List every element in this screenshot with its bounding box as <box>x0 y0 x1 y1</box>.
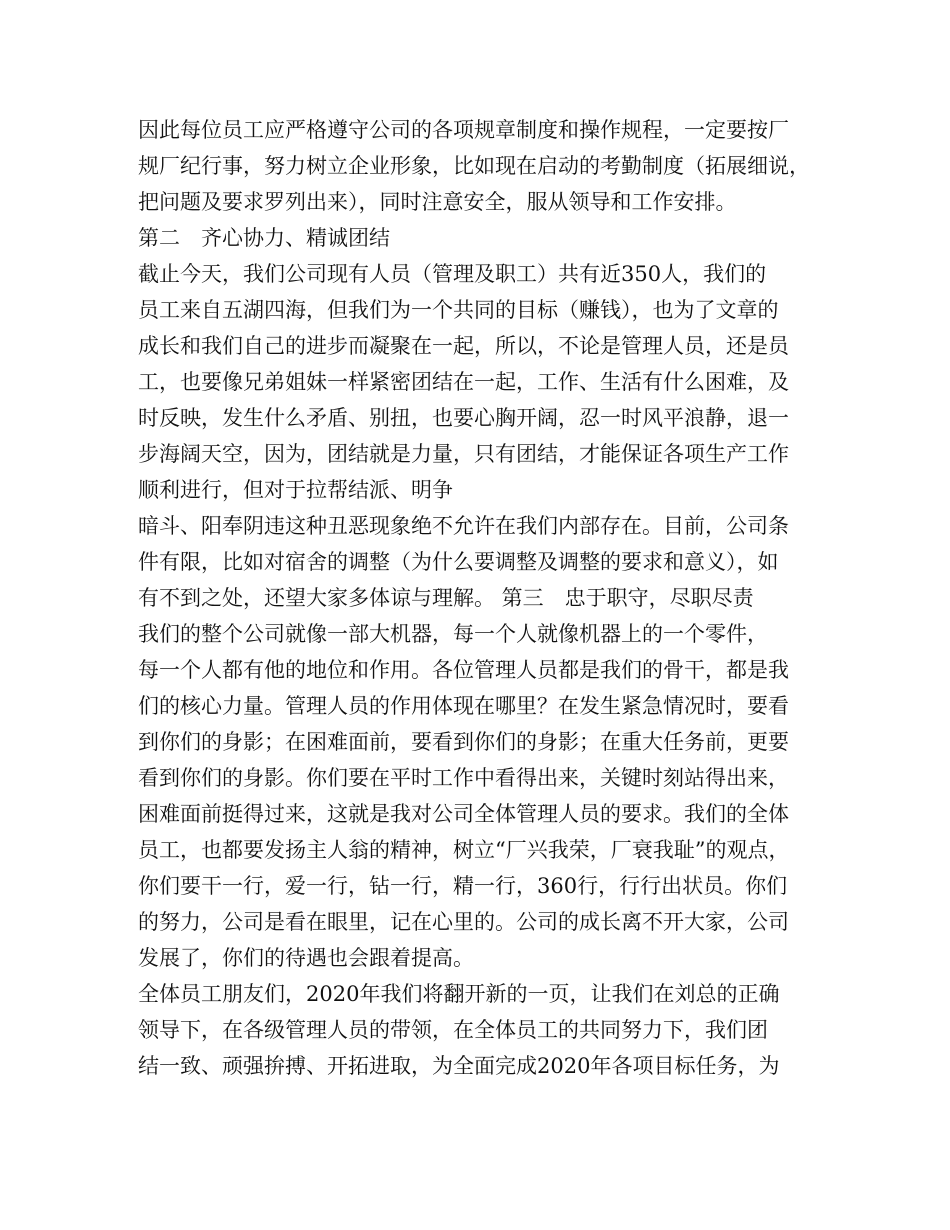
text-line: 每一个人都有他的地位和作用。各位管理人员都是我们的骨干，都是我 <box>138 658 789 682</box>
text-line: 看到你们的身影。你们要在平时工作中看得出来，关键时刻站得出来， <box>138 766 789 790</box>
text-line: 你们要干一行，爱一行，钻一行，精一行，360行，行行出状员。你们 <box>138 874 788 898</box>
text-line: 规厂纪行事，努力树立企业形象，比如现在启动的考勤制度（拓展细说， <box>138 154 810 178</box>
text-line: 困难面前挺得过来，这就是我对公司全体管理人员的要求。我们的全体 <box>138 802 789 826</box>
text-line: 顺利进行，但对于拉帮结派、明争 <box>138 478 453 502</box>
section-heading-3: 有不到之处，还望大家多体谅与理解。 第三 忠于职守，尽职尽责 <box>138 586 754 610</box>
text-line: 发展了，你们的待遇也会跟着提高。 <box>138 946 474 970</box>
text-line: 截止今天，我们公司现有人员（管理及职工）共有近350人，我们的 <box>138 262 767 286</box>
text-line: 结一致、顽强拚搏、开拓进取，为全面完成2020年各项目标任务，为 <box>138 1054 780 1078</box>
text-line: 步海阔天空，因为，团结就是力量，只有团结，才能保证各项生产工作 <box>138 442 789 466</box>
text-line: 们的核心力量。管理人员的作用体现在哪里？在发生紧急情况时，要看 <box>138 694 789 718</box>
text-line: 成长和我们自己的进步而凝聚在一起，所以，不论是管理人员，还是员 <box>138 334 789 358</box>
text-line: 件有限，比如对宿舍的调整（为什么要调整及调整的要求和意义），如 <box>138 550 779 574</box>
text-line: 到你们的身影；在困难面前，要看到你们的身影；在重大任务前，更要 <box>138 730 789 754</box>
text-line: 员工来自五湖四海，但我们为一个共同的目标（赚钱），也为了文章的 <box>138 298 779 322</box>
text-line: 我们的整个公司就像一部大机器，每一个人就像机器上的一个零件， <box>138 622 768 646</box>
text-line: 领导下，在各级管理人员的带领，在全体员工的共同努力下，我们团 <box>138 1018 768 1042</box>
text-line: 把问题及要求罗列出来），同时注意安全，服从领导和工作安排。 <box>138 190 737 214</box>
text-line: 的努力，公司是看在眼里，记在心里的。公司的成长离不开大家，公司 <box>138 910 789 934</box>
text-line: 时反映，发生什么矛盾、别扭，也要心胸开阔，忍一时风平浪静，退一 <box>138 406 789 430</box>
text-line: 员工，也都要发扬主人翁的精神，树立“厂兴我荣，厂衰我耻”的观点， <box>138 838 790 862</box>
section-heading-2: 第二 齐心协力、精诚团结 <box>138 226 390 250</box>
body-text <box>138 112 828 1084</box>
text-line: 工，也要像兄弟姐妹一样紧密团结在一起，工作、生活有什么困难，及 <box>138 370 789 394</box>
text-line: 因此每位员工应严格遵守公司的各项规章制度和操作规程，一定要按厂 <box>138 118 789 142</box>
text-line: 暗斗、阳奉阴违这种丑恶现象绝不允许在我们内部存在。目前，公司条 <box>138 514 789 538</box>
text-line: 全体员工朋友们，2020年我们将翻开新的一页，让我们在刘总的正确 <box>138 982 780 1006</box>
